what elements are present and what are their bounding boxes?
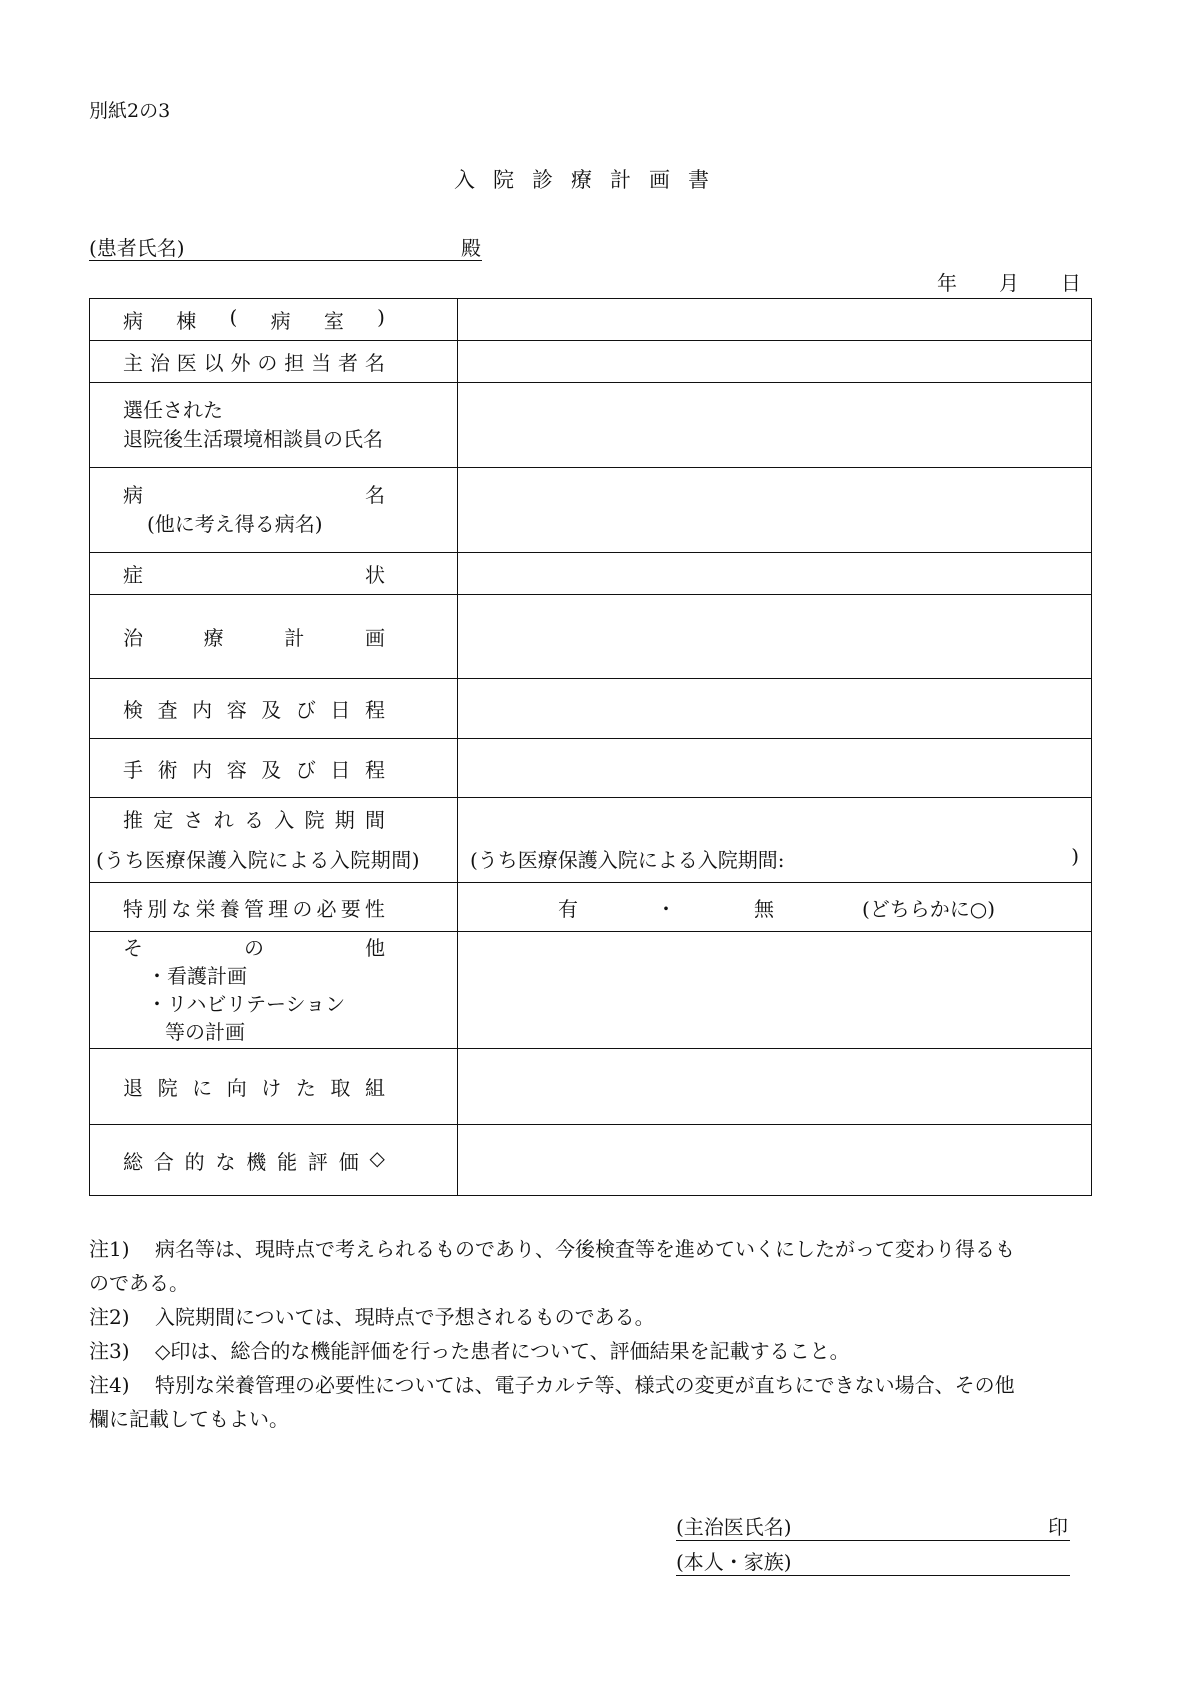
discharge-label-char: け: [261, 1076, 282, 1100]
seal-mark: 印: [1048, 1515, 1068, 1539]
nutrition-label: [123, 893, 385, 922]
note-4-text: 特別な栄養管理の必要性については、電子カルテ等、様式の変更が直ちにできない場合、その他: [155, 1373, 1015, 1397]
nutrition-label-char: の: [292, 896, 313, 921]
period-label-line1-char: 定: [153, 808, 174, 832]
evaluation-label-char: 的: [184, 1149, 205, 1174]
period-label-line1-char: 推: [123, 808, 143, 832]
staff-label-char: 治: [149, 351, 170, 375]
discharge-field[interactable]: [458, 1049, 1092, 1125]
period-label-line1-char: 期: [334, 808, 355, 832]
treatment-label-char: 療: [203, 626, 224, 650]
nutrition-label-char: 要: [340, 896, 361, 921]
nutrition-label-char: 特: [123, 896, 143, 921]
disease-field[interactable]: [458, 468, 1092, 553]
period-field-label: (うち医療保護入院による入院期間:: [470, 847, 785, 872]
nutrition-field: [458, 883, 1092, 932]
note-4: [89, 1368, 1099, 1436]
nutrition-label-char: 理: [268, 896, 289, 921]
other-title-char: 他: [365, 936, 385, 960]
treatment-label-char: 画: [364, 626, 385, 650]
discharge-label-char: に: [192, 1076, 213, 1100]
note-3-number: 注3): [89, 1339, 130, 1363]
surgery-label-char: 手: [123, 757, 143, 782]
discharge-label-char: 向: [226, 1076, 247, 1100]
evaluation-label: [123, 1146, 385, 1175]
date-month-label: 月: [999, 271, 1019, 295]
treatment-field[interactable]: [458, 595, 1092, 679]
staff-label-char: 主: [123, 351, 143, 375]
ward-label-char: 病: [270, 309, 291, 333]
staff-label-char: の: [257, 351, 278, 375]
note-2-number: 注2): [89, 1305, 130, 1329]
symptom-label-char: 症: [123, 563, 143, 587]
patient-honorific: 殿: [461, 236, 481, 260]
note-1-number: 注1): [89, 1237, 130, 1261]
surgery-label-char: 程: [364, 757, 385, 782]
other-item-rehab: ・リハビリテーション: [147, 992, 346, 1016]
evaluation-label-char: ◇: [369, 1145, 385, 1170]
note-3-text: ◇印は、総合的な機能評価を行った患者について、評価結果を記載すること。: [155, 1339, 850, 1363]
note-1-text: 病名等は、現時点で考えられるものであり、今後検査等を進めていくにしたがって変わり得るも: [155, 1237, 1015, 1261]
row-exam: [90, 679, 1092, 739]
counselor-label-line2: 退院後生活環境相談員の氏名: [123, 427, 383, 451]
treatment-label-char: 治: [123, 626, 143, 650]
row-treatment: [90, 595, 1092, 679]
nutrition-label-char: 栄: [195, 896, 216, 921]
discharge-label-char: た: [295, 1076, 316, 1100]
period-label-line1-char: 入: [274, 808, 295, 832]
exam-label-char: 検: [123, 698, 143, 722]
disease-label: [123, 481, 385, 539]
ward-label-char: 室: [323, 309, 344, 333]
evaluation-label-char: 総: [123, 1149, 143, 1174]
doctor-signature-label: (主治医氏名): [676, 1515, 792, 1539]
ward-label-char: ): [377, 305, 385, 329]
evaluation-label-char: な: [215, 1149, 236, 1174]
disease-label-left: 病: [123, 483, 143, 507]
counselor-label: [123, 396, 385, 454]
other-label: [123, 934, 385, 1046]
other-item-nursing: ・看護計画: [147, 964, 247, 988]
period-field-close: ): [1071, 843, 1079, 868]
nutrition-label-char: 養: [219, 896, 240, 921]
ward-label: [123, 305, 385, 334]
exam-label-char: び: [295, 698, 316, 722]
discharge-label-char: 院: [157, 1076, 178, 1100]
surgery-label-char: 術: [157, 757, 178, 782]
note-2: [89, 1300, 1099, 1334]
evaluation-label-char: 合: [153, 1149, 174, 1174]
disease-label-right: 名: [365, 483, 385, 507]
evaluation-label-char: 能: [277, 1149, 298, 1174]
note-2-text: 入院期間については、現時点で予想されるものである。: [155, 1305, 655, 1329]
staff-field[interactable]: [458, 341, 1092, 383]
evaluation-field[interactable]: [458, 1125, 1092, 1196]
nutrition-yes-option[interactable]: 有: [558, 896, 578, 921]
discharge-label-char: 退: [123, 1076, 143, 1100]
counselor-field[interactable]: [458, 383, 1092, 468]
exam-label-char: 査: [157, 698, 178, 722]
staff-label-char: 外: [230, 351, 251, 375]
note-4-continuation: 欄に記載してもよい。: [89, 1407, 289, 1431]
other-title-char: の: [244, 936, 264, 960]
period-label-line1-char: さ: [183, 808, 204, 832]
discharge-label: [123, 1072, 385, 1101]
period-label-line2: (うち医療保護入院による入院期間): [96, 848, 421, 872]
nutrition-label-char: 別: [147, 896, 168, 921]
ward-label-char: 病: [123, 309, 143, 333]
surgery-label-char: び: [295, 757, 316, 782]
treatment-label: [123, 622, 385, 651]
row-staff: [90, 341, 1092, 383]
note-4-number: 注4): [89, 1373, 130, 1397]
period-label-line1: [123, 800, 385, 840]
ward-field[interactable]: [458, 299, 1092, 341]
staff-label-char: 以: [203, 351, 224, 375]
row-counselor: [90, 383, 1092, 468]
period-label-line1-char: 院: [304, 808, 325, 832]
patient-name-label: (患者氏名): [89, 236, 185, 260]
nutrition-label-char: 管: [243, 896, 264, 921]
period-field[interactable]: [458, 798, 1092, 883]
note-1-continuation: のである。: [89, 1271, 189, 1295]
nutrition-no-option[interactable]: 無: [754, 896, 774, 921]
date-line: [937, 267, 1081, 296]
exam-label-char: 程: [364, 698, 385, 722]
staff-label-char: 当: [311, 351, 332, 375]
discharge-label-char: 組: [364, 1076, 385, 1100]
counselor-label-line1: 選任された: [123, 398, 223, 422]
evaluation-label-char: 価: [338, 1149, 359, 1174]
row-nutrition: [90, 883, 1092, 932]
row-other: [90, 932, 1092, 1049]
date-day-label: 日: [1061, 271, 1081, 295]
exam-label-char: 内: [192, 698, 213, 722]
surgery-label-char: 内: [192, 757, 213, 782]
surgery-label-char: 容: [226, 757, 247, 782]
nutrition-label-char: な: [171, 896, 192, 921]
surgery-label: [123, 754, 385, 783]
exam-label-char: 及: [261, 698, 282, 722]
discharge-label-char: 取: [330, 1076, 351, 1100]
exam-label-char: 容: [226, 698, 247, 722]
date-year-label: 年: [937, 271, 957, 295]
other-title-char: そ: [123, 936, 143, 960]
row-period: [90, 798, 1092, 883]
other-title: [123, 934, 385, 962]
ward-label-char: 棟: [176, 309, 197, 333]
nutrition-separator: ・: [656, 896, 676, 921]
note-1: [89, 1232, 1099, 1300]
surgery-field[interactable]: [458, 739, 1092, 798]
ward-label-char: (: [229, 305, 238, 329]
row-surgery: [90, 739, 1092, 798]
evaluation-label-char: 機: [246, 1149, 267, 1174]
row-discharge: [90, 1049, 1092, 1125]
symptom-label: [123, 559, 385, 588]
other-item-plans: 等の計画: [165, 1020, 245, 1044]
period-label-line1-char: 間: [365, 808, 385, 832]
treatment-label-char: 計: [284, 626, 305, 650]
surgery-label-char: 日: [330, 757, 351, 782]
nutrition-label-char: 性: [364, 896, 385, 921]
row-evaluation: [90, 1125, 1092, 1196]
symptom-label-char: 状: [365, 563, 385, 587]
surgery-label-char: 及: [261, 757, 282, 782]
period-label: [90, 800, 457, 880]
staff-label-char: 担: [284, 351, 305, 375]
disease-sub-label: (他に考え得る病名): [147, 512, 323, 536]
document-title: 入院診療計画書: [454, 168, 727, 192]
other-field[interactable]: [458, 932, 1092, 1049]
attachment-label: 別紙2の3: [89, 100, 171, 122]
exam-label-char: 日: [330, 698, 351, 722]
staff-label: [123, 347, 385, 376]
exam-label: [123, 694, 385, 723]
row-ward: [90, 299, 1092, 341]
row-symptom: [90, 553, 1092, 595]
nutrition-label-char: 必: [316, 896, 337, 921]
note-3: [89, 1334, 1099, 1368]
staff-label-char: 者: [338, 351, 358, 375]
staff-label-char: 名: [364, 351, 385, 375]
row-disease: [90, 468, 1092, 553]
exam-field[interactable]: [458, 679, 1092, 739]
period-label-line1-char: れ: [213, 808, 234, 832]
plan-table: [89, 298, 1092, 1196]
family-signature-label: (本人・家族): [676, 1550, 792, 1574]
symptom-field[interactable]: [458, 553, 1092, 595]
notes-section: [89, 1232, 1099, 1436]
period-label-line1-char: る: [244, 808, 264, 832]
evaluation-label-char: 評: [307, 1149, 328, 1174]
staff-label-char: 医: [176, 351, 197, 375]
nutrition-hint: (どちらかに○): [862, 896, 996, 921]
